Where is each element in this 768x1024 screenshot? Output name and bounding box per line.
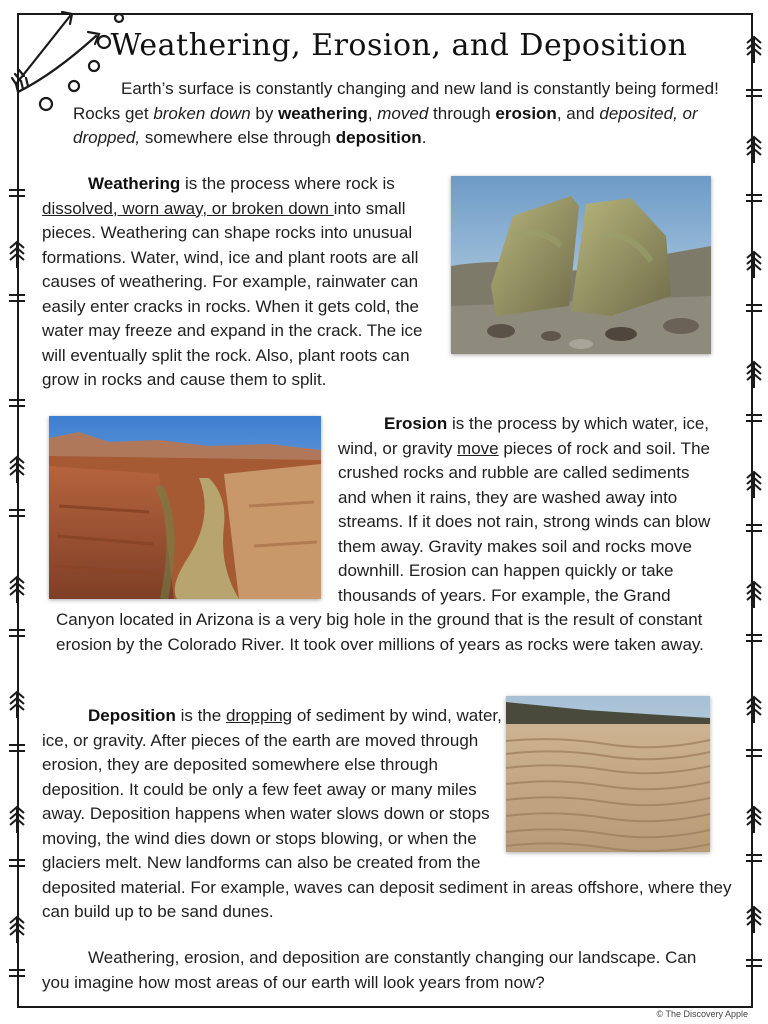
- border-arrow-icon: [6, 455, 28, 485]
- copyright-notice: © The Discovery Apple: [656, 1009, 748, 1019]
- border-arrow-icon: [6, 805, 28, 835]
- float-spacer: [447, 172, 722, 360]
- page-title: Weathering, Erosion, and Deposition: [110, 28, 688, 63]
- deposition-paragraph: Deposition is the dropping of sediment by wind, water, ice, or gravity. After pieces of the earth are moved through erosion, they are deposited somewhere else through deposition. It could be only a few feet away or many miles away. Deposition happens when water slows down or stops moving, the wind dies down or stops blowing, or when the glaciers melt. New landforms can also be created from the deposited material. For example, waves can deposit sediment in areas offshore, where they can build up to be sand dunes.: [42, 706, 732, 921]
- border-tick: [746, 640, 762, 642]
- border-tick: [9, 635, 25, 637]
- border-tick: [9, 515, 25, 517]
- border-tick: [9, 865, 25, 867]
- border-arrow-icon: [743, 135, 765, 165]
- intro-paragraph: Earth’s surface is constantly changing and new land is constantly being formed! Rocks get broken down by weathering, moved through erosion, and deposited, or dropped, somewhere else through deposition.: [73, 79, 719, 147]
- border-arrow-icon: [6, 575, 28, 605]
- border-tick: [746, 755, 762, 757]
- weathering-term: Weathering: [88, 174, 181, 193]
- border-arrow-icon: [743, 805, 765, 835]
- border-arrow-icon: [743, 905, 765, 935]
- border-arrow-icon: [6, 690, 28, 720]
- erosion-paragraph: Erosion is the process by which water, ice, wind, or gravity move pieces of rock and soil. The crushed rocks and rubble are called sediments and when it rains, they are washed away into streams. If it does not rain, strong winds can blow them away. Gravity makes soil and rocks move downhill. Erosion can happen quickly or take thousands of years. For example, the Grand Canyon located in Arizona is a very big hole in the ground that is the result of constant erosion by the Colorado River. It took over millions of years as rocks were taken away.: [56, 414, 711, 654]
- border-tick: [9, 975, 25, 977]
- border-tick: [9, 405, 25, 407]
- border-tick: [9, 300, 25, 302]
- closing-paragraph: Weathering, erosion, and deposition are constantly changing our landscape. Can you imagine how most areas of our earth will look years from now?: [42, 948, 697, 992]
- border-tick: [746, 420, 762, 422]
- border-arrow-icon: [743, 250, 765, 280]
- deposition-term: Deposition: [88, 706, 176, 725]
- border-arrow-icon: [743, 470, 765, 500]
- border-tick: [9, 750, 25, 752]
- border-tick: [746, 310, 762, 312]
- float-spacer: [56, 412, 338, 608]
- border-arrow-icon: [743, 695, 765, 725]
- border-arrow-icon: [6, 240, 28, 270]
- float-spacer: [507, 704, 732, 852]
- border-tick: [746, 530, 762, 532]
- border-tick: [746, 95, 762, 97]
- erosion-term: Erosion: [384, 414, 448, 433]
- border-tick: [746, 965, 762, 967]
- border-arrow-icon: [743, 580, 765, 610]
- border-tick: [746, 860, 762, 862]
- border-tick: [9, 195, 25, 197]
- weathering-paragraph-top: Weathering is the process where rock is dissolved, worn away, or broken down into small pieces. Weathering can shape rocks into unusual formations. Water, wind, ice and plant roots are all causes of weathering. For example, rainwater can easily enter cracks in rocks. When it gets cold, the water may freeze and expand in the crack. The ice will eventually split the rock. Also, plant roots can grow in rocks and cause them to split.: [42, 172, 722, 393]
- border-arrow-icon: [743, 360, 765, 390]
- border-tick: [746, 200, 762, 202]
- border-arrow-icon: [6, 915, 28, 945]
